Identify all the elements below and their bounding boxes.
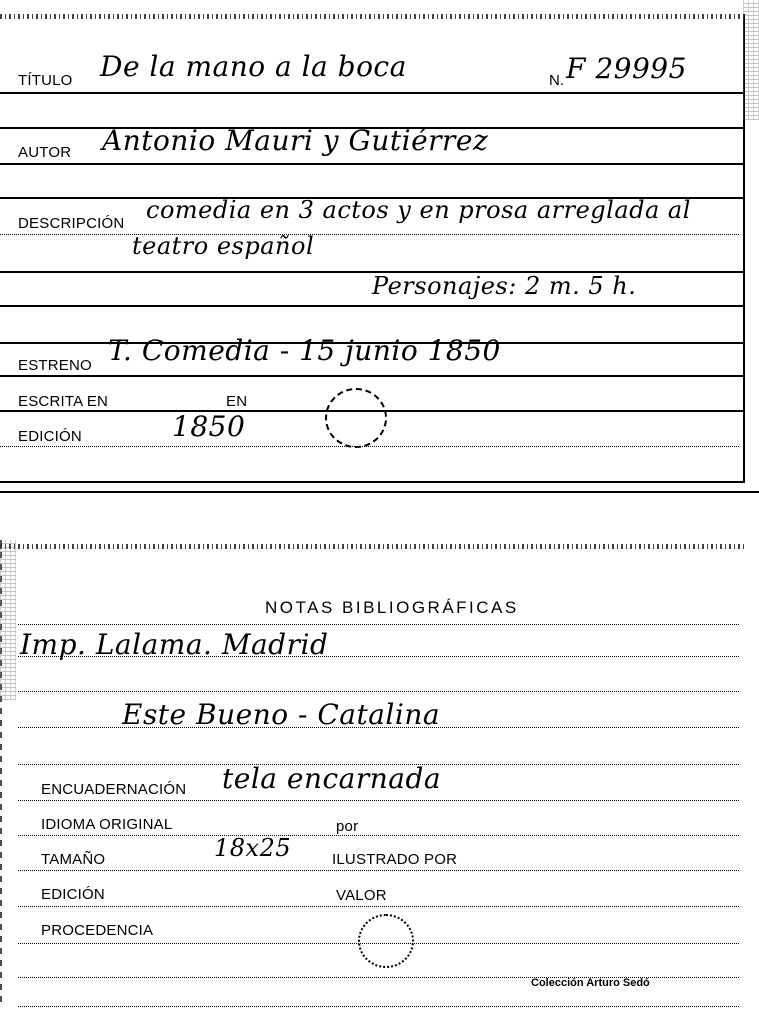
autor-label: AUTOR [18,144,72,161]
valor-label: VALOR [336,887,387,904]
edicion-value: 1850 [172,410,246,443]
encuadernacion-value: tela encarnada [222,762,442,795]
rule-line [0,481,743,483]
ilustrado-label: ILUSTRADO POR [332,851,458,868]
edicion-label: EDICIÓN [18,428,82,445]
personajes-value: Personajes: 2 m. 5 h. [372,272,637,300]
en-label: EN [226,393,248,410]
paper-texture [743,0,759,120]
catalog-card-back [0,540,759,1028]
por-label: por [336,818,359,835]
notas-heading: NOTAS BIBLIOGRÁFICAS [265,598,519,617]
nota-line1: Imp. Lalama. Madrid [20,628,329,661]
paper-texture [0,540,16,700]
escrita-en-label: ESCRITA EN [18,393,109,410]
library-stamp-circle [325,388,387,448]
numero-label: N. [549,72,565,89]
nota-line2: Este Bueno - Catalina [122,698,441,731]
rule-line [18,800,739,801]
autor-value: Antonio Mauri y Gutiérrez [102,124,489,157]
library-stamp-circle [358,914,414,968]
tamano-value: 18x25 [214,834,292,862]
titulo-label: TÍTULO [18,72,73,89]
card-separator [0,491,759,493]
tamano-label: TAMAÑO [41,851,106,868]
rule-line [0,234,739,235]
card-top-edge [0,14,745,19]
idioma-label: IDIOMA ORIGINAL [41,816,173,833]
rule-line [18,870,739,871]
titulo-value: De la mano a la boca [100,50,407,83]
catalog-card-front [0,0,759,495]
descripcion-line1: comedia en 3 actos y en prosa arreglada al [146,196,691,224]
rule-line [18,624,739,625]
edicion-label-back: EDICIÓN [41,886,105,903]
rule-line [0,305,743,307]
procedencia-label: PROCEDENCIA [41,922,154,939]
numero-value: F 29995 [566,52,687,85]
encuadernacion-label: ENCUADERNACIÓN [41,781,187,798]
card-top-edge [0,544,745,549]
rule-line [0,446,739,447]
rule-line [18,835,739,836]
rule-line [18,691,739,692]
collection-footer: Colección Arturo Sedó [531,977,650,989]
estreno-label: ESTRENO [18,357,92,374]
rule-line [0,375,743,377]
descripcion-label: DESCRIPCIÓN [18,215,125,232]
rule-line [18,1006,739,1007]
rule-line [0,163,743,165]
rule-line [0,92,743,94]
descripcion-line2: teatro español [132,232,315,260]
estreno-value: T. Comedia - 15 junio 1850 [108,334,501,367]
rule-line [18,906,739,907]
